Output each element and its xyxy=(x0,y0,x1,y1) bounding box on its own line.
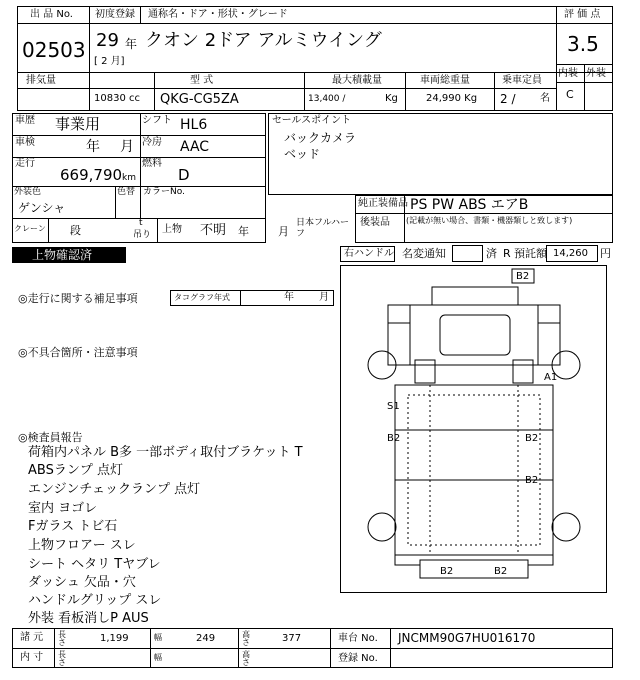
exterior-label: 外装 xyxy=(586,68,606,79)
history-value: 事業用 xyxy=(55,115,101,133)
tacho-month: 月 xyxy=(319,292,329,303)
truck-diagram-svg xyxy=(340,265,607,593)
inspection-year: 年 xyxy=(86,139,100,155)
cab-windshield xyxy=(440,315,510,355)
equipment-label: 純正装備品 xyxy=(358,198,408,209)
reg-year: 29 xyxy=(96,30,119,51)
sales-point-item: バックカメラ xyxy=(284,131,357,145)
max-load-label: 最大積載量 xyxy=(332,75,382,86)
rear-bumper xyxy=(420,560,528,578)
displacement-label: 排気量 xyxy=(26,75,56,86)
r-label: R xyxy=(503,247,511,260)
reg-month: [ 2 月] xyxy=(94,56,125,67)
height-value: 377 xyxy=(282,633,302,644)
inspector-line: 上物フロアー スレ xyxy=(28,538,136,553)
width-label: 幅 xyxy=(154,633,162,642)
inspector-line: ABSランプ 点灯 xyxy=(28,463,123,478)
length-label: 長さ xyxy=(58,630,66,647)
damage-mark: B2 xyxy=(387,433,401,444)
interior-width-label: 幅 xyxy=(154,653,162,662)
interior-label: 内装 xyxy=(558,68,578,79)
aftermarket-label: 後装品 xyxy=(360,217,390,228)
fuel-value: D xyxy=(178,166,190,184)
capacity-label: 乗車定員 xyxy=(502,75,542,86)
capacity-value: 2 / xyxy=(500,92,516,106)
shift-label: シフト xyxy=(142,115,172,126)
mileage-label: 走行 xyxy=(15,158,35,169)
mileage-value: 669,790 xyxy=(60,166,123,184)
fuel-label: 燃料 xyxy=(142,158,162,169)
damage-mark: A1 xyxy=(544,372,558,383)
equipment-value: PS PW ABS エアB xyxy=(410,197,529,213)
upper-check-badge xyxy=(12,247,126,263)
color-no-label: カラーNo. xyxy=(143,187,185,197)
ryo-label: 済 xyxy=(486,247,497,260)
crane-stage: 段 xyxy=(70,224,81,237)
damage-mark: S1 xyxy=(387,401,400,412)
inspector-line: シート ヘタリ Tヤブレ xyxy=(28,557,161,572)
gross-weight-label: 車両総重量 xyxy=(420,75,470,86)
crane-label: クレーン xyxy=(14,224,46,233)
deposit-unit: 円 xyxy=(600,247,611,260)
name-change-box xyxy=(452,245,483,262)
color-change-label: 色替 xyxy=(117,187,136,197)
inspection-month: 月 xyxy=(120,139,134,155)
defects-title: ◎不具合箇所・注意事項 xyxy=(18,346,138,359)
damage-mark: B2 xyxy=(525,475,539,486)
upper-value: 不明 xyxy=(200,223,227,238)
ext-color-label: 外装色 xyxy=(14,187,42,197)
chassis-label: 車台 No. xyxy=(338,633,378,644)
max-load-value: 13,400 / xyxy=(308,94,346,104)
lot-label: 出 品 No. xyxy=(30,9,73,20)
dims-label: 諸 元 xyxy=(20,632,44,643)
inspector-title: ◎検査員報告 xyxy=(18,431,83,444)
gross-weight-value: 24,990 Kg xyxy=(426,93,478,104)
sales-point-item: ベッド xyxy=(284,147,321,161)
maker-label: 日本フルハーフ xyxy=(296,218,350,239)
upper-year: 年 xyxy=(238,225,249,238)
length-value: 1,199 xyxy=(100,633,129,644)
width-value: 249 xyxy=(196,633,216,644)
damage-mark: B2 xyxy=(494,566,508,577)
first-reg-label: 初度登録 xyxy=(95,9,135,20)
interior-dims-label: 内 寸 xyxy=(20,652,44,663)
height-label: 高さ xyxy=(242,630,250,647)
vehicle-label: 通称名・ドア・形状・グレード xyxy=(148,9,288,20)
damage-mark: B2 xyxy=(440,566,454,577)
rating-label: 評 価 点 xyxy=(564,9,601,20)
upper-label: 上物 xyxy=(162,224,182,235)
displacement-value: 10830 cc xyxy=(94,93,140,104)
upper-month: 月 xyxy=(278,225,289,238)
cargo-body xyxy=(395,385,553,555)
history-label: 車歴 xyxy=(15,115,35,126)
interior-height-label: 高さ xyxy=(242,650,250,667)
cab-roof-outline xyxy=(432,287,518,305)
inspector-line: 外装 看板消しP AUS xyxy=(28,611,149,626)
tacho-label: タコグラフ年式 xyxy=(174,293,230,302)
model-label: 型 式 xyxy=(190,75,214,86)
damage-mark: B2 xyxy=(516,271,530,282)
aftermarket-note: (記載が無い場合、書類・機器類しと致します) xyxy=(406,216,573,225)
capacity-unit: 名 xyxy=(540,93,550,104)
model-value: QKG-CG5ZA xyxy=(160,92,239,107)
crane-hang: 吊り xyxy=(133,230,152,240)
rating-value: 3.5 xyxy=(567,32,599,56)
tacho-year: 年 xyxy=(284,292,294,303)
driving-notes-title: ◎走行に関する補足事項 xyxy=(18,292,138,305)
crane-t: t xyxy=(139,218,143,228)
sales-points-label: セールスポイント xyxy=(272,115,352,126)
shift-value: HL6 xyxy=(180,117,208,133)
lot-number: 02503 xyxy=(22,38,86,62)
vehicle-name: クオン 2ドア アルミウイング xyxy=(145,30,382,51)
inspector-line: ダッシュ 欠品・穴 xyxy=(28,575,136,590)
name-change-label: 名変通知 xyxy=(402,247,446,260)
inspector-line: エンジンチェックランプ 点灯 xyxy=(28,482,201,497)
interior-grade: C xyxy=(566,88,574,101)
ext-color-value: ゲンシャ xyxy=(18,201,66,215)
deposit-value: 14,260 xyxy=(553,248,588,259)
inspection-label: 車検 xyxy=(15,137,35,148)
ac-label: 冷房 xyxy=(142,137,162,148)
deposit-label: 預託額 xyxy=(514,247,547,260)
inspector-line: Fガラス トビ石 xyxy=(28,519,118,534)
right-handle-label: 右ハンドル xyxy=(344,248,394,259)
upper-check-label: 上物確認済 xyxy=(32,248,93,262)
reg-no-label: 登録 No. xyxy=(338,653,378,664)
reg-year-unit: 年 xyxy=(125,37,138,51)
chassis-value: JNCMM90G7HU016170 xyxy=(398,631,536,645)
mileage-unit: km xyxy=(122,173,136,183)
ac-value: AAC xyxy=(180,139,210,155)
damage-mark: B2 xyxy=(525,433,539,444)
inspector-line: 室内 ヨゴレ xyxy=(28,501,98,516)
rear-left-wheel xyxy=(368,513,396,541)
interior-length-label: 長さ xyxy=(58,650,66,667)
rear-right-wheel xyxy=(552,513,580,541)
inspector-line: 荷箱内パネル B多 一部ボディ取付ブラケット T xyxy=(28,445,303,460)
inspector-line: ハンドルグリップ スレ xyxy=(28,593,162,608)
max-load-unit: Kg xyxy=(385,93,398,104)
